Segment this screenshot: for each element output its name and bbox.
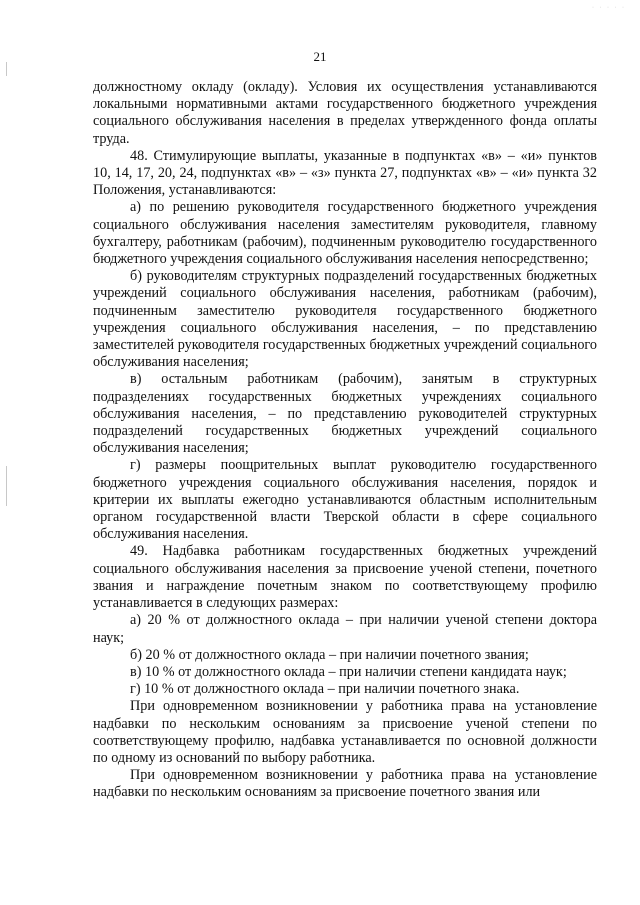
- paragraph-item-48: 48. Стимулирующие выплаты, указанные в подпунктах «в» – «и» пунктов 10, 14, 17, 20, 24, подпунктах «в» – «з» пункта 27, подпунктах «в» – «и» пункта 32 Положения, устанавливаются:: [93, 147, 597, 199]
- paragraph-subitem-b: б) руководителям структурных подразделений государственных бюджетных учреждений социального обслуживания населения, работникам (рабочим), подчиненным заместителю руководителя государственного бюджетного учреждения социального обслуживания населения, – по представлению заместителей руководителя государственных бюджетных учреждений социального обслуживания населения;: [93, 268, 597, 371]
- page-number: 21: [313, 49, 327, 64]
- paragraph-subitem-v: в) остальным работникам (рабочим), занятым в структурных подразделениях государственных бюджетных учреждениях социального обслуживания населения, – по представлению руководителей структурных подразделений государственных бюджетных учреждений социального обслуживания населения;: [93, 371, 597, 457]
- document-body: [93, 79, 597, 802]
- paragraph-degree-rule: При одновременном возникновении у работника права на установление надбавки по нескольким основаниям за присвоение ученой степени по соответствующему профилю, надбавка устанавливается по основной должности по одному из оснований по выбору работника.: [93, 698, 597, 766]
- paragraph-rate-v: в) 10 % от должностного оклада – при наличии степени кандидата наук;: [130, 663, 567, 680]
- paragraph-rate-b: б) 20 % от должностного оклада – при наличии почетного звания;: [130, 646, 529, 663]
- paragraph-subitem-g: г) размеры поощрительных выплат руководителю государственного бюджетного учреждения социального обслуживания населения, порядок и критерии их выплаты ежегодно устанавливаются областным исполнительным органом государственной власти Тверской области в сфере социального обслуживания населения.: [93, 457, 597, 543]
- paragraph-rate-g: г) 10 % от должностного оклада – при наличии почетного знака.: [130, 681, 520, 698]
- paragraph-item-49: 49. Надбавка работникам государственных бюджетных учреждений социального обслуживания населения за присвоение ученой степени, почетного звания и награждение почетным знаком по соответствующему профилю устанавливается в следующих размерах:: [93, 543, 597, 612]
- paragraph-title-rule: При одновременном возникновении у работника права на установление надбавки по нескольким основаниям за присвоение почетного звания или: [93, 767, 597, 801]
- scan-edge-mark: [6, 466, 7, 506]
- scan-corner-mark: · · · · ·: [592, 5, 626, 11]
- paragraph-subitem-a: а) по решению руководителя государственного бюджетного учреждения социального обслуживания населения заместителям руководителя, главному бухгалтеру, работникам (рабочим), подчиненным руководителю государственного бюджетного учреждения социального обслуживания населения непосредственно;: [93, 199, 597, 268]
- paragraph-rate-a: а) 20 % от должностного оклада – при наличии ученой степени доктора наук;: [93, 612, 597, 646]
- paragraph-continuation: должностному окладу (окладу). Условия их осуществления устанавливаются локальными нормативными актами государственного бюджетного учреждения социального обслуживания населения в пределах утвержденного фонда оплаты труда.: [93, 79, 597, 147]
